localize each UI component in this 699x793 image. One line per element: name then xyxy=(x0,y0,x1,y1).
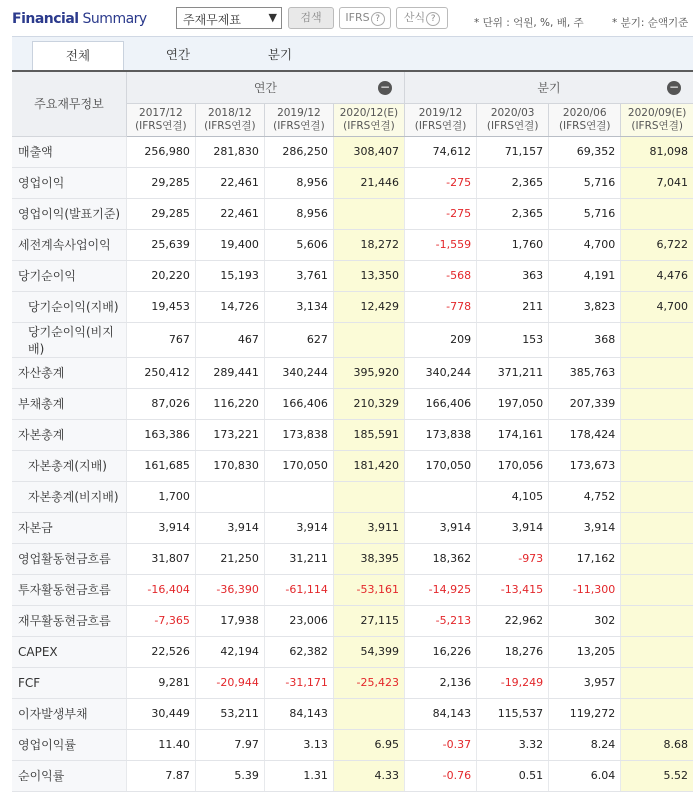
table-cell: 8,956 xyxy=(264,198,333,229)
table-cell: 289,441 xyxy=(195,357,264,388)
table-cell: 54,399 xyxy=(333,636,404,667)
table-row xyxy=(12,543,693,574)
table-row xyxy=(12,229,693,260)
table-cell: 6,722 xyxy=(621,229,693,260)
table-cell: -19,249 xyxy=(477,667,549,698)
row-label: 자본총계 xyxy=(12,419,126,450)
table-cell: 53,211 xyxy=(195,698,264,729)
table-cell: 21,250 xyxy=(195,543,264,574)
table-cell: 3,914 xyxy=(549,512,621,543)
table-cell: 170,050 xyxy=(264,450,333,481)
table-cell: -275 xyxy=(404,198,476,229)
table-cell: 19,400 xyxy=(195,229,264,260)
table-cell: 153 xyxy=(477,322,549,357)
row-label: 순이익률 xyxy=(12,760,126,791)
header-bar xyxy=(0,0,699,36)
table-cell: 3,914 xyxy=(126,512,195,543)
table-cell xyxy=(621,419,693,450)
table-cell: 18,276 xyxy=(477,636,549,667)
table-cell: 74,612 xyxy=(404,136,476,167)
period-header xyxy=(404,103,476,136)
financial-summary-table xyxy=(12,72,693,792)
table-cell: -11,300 xyxy=(549,574,621,605)
period-date: 2019/12 xyxy=(418,106,463,119)
help-icon: ? xyxy=(371,12,385,26)
table-cell xyxy=(621,574,693,605)
table-cell: 6.95 xyxy=(333,729,404,760)
period-date: 2017/12 xyxy=(139,106,183,119)
quarter-group-header: 분기 − xyxy=(404,72,693,103)
table-cell: 7,041 xyxy=(621,167,693,198)
period-date: 2018/12 xyxy=(208,106,252,119)
table-cell: 4,700 xyxy=(549,229,621,260)
table-row xyxy=(12,388,693,419)
row-label: 당기순이익(지배) xyxy=(12,291,126,322)
collapse-icon[interactable]: − xyxy=(668,80,680,94)
period-header xyxy=(333,103,404,136)
table-cell: 25,639 xyxy=(126,229,195,260)
table-cell: 27,115 xyxy=(333,605,404,636)
table-cell: 7.97 xyxy=(195,729,264,760)
table-row xyxy=(12,136,693,167)
table-cell: 6.04 xyxy=(549,760,621,791)
table-cell: 2,136 xyxy=(404,667,476,698)
table-row xyxy=(12,667,693,698)
row-label: CAPEX xyxy=(12,636,126,667)
table-cell: 3,914 xyxy=(404,512,476,543)
table-cell: 170,830 xyxy=(195,450,264,481)
row-label: 재무활동현금흐름 xyxy=(12,605,126,636)
tab-quarter[interactable]: 분기 xyxy=(267,47,293,62)
row-label: 자본금 xyxy=(12,512,126,543)
table-cell: 18,272 xyxy=(333,229,404,260)
period-header xyxy=(264,103,333,136)
table-cell: 211 xyxy=(477,291,549,322)
period-header xyxy=(549,103,621,136)
table-cell: 3,914 xyxy=(195,512,264,543)
table-cell: 30,449 xyxy=(126,698,195,729)
page-title: Financial Summary xyxy=(12,11,147,27)
formula-button[interactable] xyxy=(396,7,448,29)
select-value: 주재무제표 xyxy=(183,13,241,27)
table-cell: 119,272 xyxy=(549,698,621,729)
period-basis: (IFRS연결) xyxy=(558,119,611,132)
table-cell: 2,365 xyxy=(477,198,549,229)
table-cell: -0.37 xyxy=(404,729,476,760)
period-header xyxy=(195,103,264,136)
table-cell: 23,006 xyxy=(264,605,333,636)
table-cell: 5.39 xyxy=(195,760,264,791)
period-basis: (IFRS연결) xyxy=(135,119,187,132)
row-label: 매출액 xyxy=(12,136,126,167)
table-cell: 0.51 xyxy=(477,760,549,791)
table-cell: 385,763 xyxy=(549,357,621,388)
table-cell: -31,171 xyxy=(264,667,333,698)
table-cell: -1,559 xyxy=(404,229,476,260)
table-cell: 4,191 xyxy=(549,260,621,291)
formula-label: 산식 xyxy=(403,11,426,24)
tab-all[interactable]: 전체 xyxy=(32,41,124,70)
table-cell: 29,285 xyxy=(126,167,195,198)
table-cell xyxy=(621,636,693,667)
period-basis: (IFRS연결) xyxy=(273,119,325,132)
table-cell: 38,395 xyxy=(333,543,404,574)
row-label: FCF xyxy=(12,667,126,698)
table-cell: 286,250 xyxy=(264,136,333,167)
period-basis: (IFRS연결) xyxy=(414,119,467,132)
table-cell: 173,673 xyxy=(549,450,621,481)
table-cell: 31,211 xyxy=(264,543,333,574)
table-cell: 22,461 xyxy=(195,198,264,229)
table-cell: 8.24 xyxy=(549,729,621,760)
table-cell: 87,026 xyxy=(126,388,195,419)
table-cell: -16,404 xyxy=(126,574,195,605)
table-cell: 166,406 xyxy=(404,388,476,419)
table-cell: 4,700 xyxy=(621,291,693,322)
table-cell: 115,537 xyxy=(477,698,549,729)
table-cell: 1.31 xyxy=(264,760,333,791)
tab-annual[interactable]: 연간 xyxy=(165,47,191,62)
table-cell: 368 xyxy=(549,322,621,357)
table-row xyxy=(12,574,693,605)
row-label: 자산총계 xyxy=(12,357,126,388)
table-cell: -0.76 xyxy=(404,760,476,791)
table-cell: 178,424 xyxy=(549,419,621,450)
table-cell: 71,157 xyxy=(477,136,549,167)
table-cell: 170,056 xyxy=(477,450,549,481)
table-cell: -5,213 xyxy=(404,605,476,636)
table-row xyxy=(12,357,693,388)
table-cell: 20,220 xyxy=(126,260,195,291)
table-cell: 8.68 xyxy=(621,729,693,760)
table-row xyxy=(12,605,693,636)
statement-type-select[interactable] xyxy=(176,7,282,29)
search-button[interactable]: 검색 xyxy=(288,7,334,29)
table-cell xyxy=(621,543,693,574)
table-cell: -275 xyxy=(404,167,476,198)
table-cell: 84,143 xyxy=(404,698,476,729)
annual-group-header: 연간 − xyxy=(126,72,404,103)
period-date: 2020/06 xyxy=(562,106,607,119)
table-cell: 4,105 xyxy=(477,481,549,512)
row-label: 당기순이익 xyxy=(12,260,126,291)
table-cell xyxy=(621,388,693,419)
row-label: 영업이익 xyxy=(12,167,126,198)
table-row xyxy=(12,450,693,481)
table-cell xyxy=(264,481,333,512)
table-row xyxy=(12,760,693,791)
table-cell: 197,050 xyxy=(477,388,549,419)
table-cell: 29,285 xyxy=(126,198,195,229)
table-cell: -13,415 xyxy=(477,574,549,605)
table-cell: 371,211 xyxy=(477,357,549,388)
row-label: 영업활동현금흐름 xyxy=(12,543,126,574)
ifrs-button[interactable] xyxy=(339,7,391,29)
table-cell: 116,220 xyxy=(195,388,264,419)
table-row xyxy=(12,729,693,760)
table-cell: 3,761 xyxy=(264,260,333,291)
row-label: 자본총계(지배) xyxy=(12,450,126,481)
table-cell xyxy=(621,512,693,543)
period-date: 2020/03 xyxy=(490,106,535,119)
table-cell: 3,914 xyxy=(264,512,333,543)
table-cell: 19,453 xyxy=(126,291,195,322)
table-cell: 62,382 xyxy=(264,636,333,667)
table-cell: 13,205 xyxy=(549,636,621,667)
table-cell: -36,390 xyxy=(195,574,264,605)
period-basis: (IFRS연결) xyxy=(486,119,539,132)
period-header xyxy=(477,103,549,136)
help-icon: ? xyxy=(426,12,440,26)
row-label: 자본총계(비지배) xyxy=(12,481,126,512)
table-cell: 181,420 xyxy=(333,450,404,481)
table-cell: 395,920 xyxy=(333,357,404,388)
table-cell: 22,962 xyxy=(477,605,549,636)
table-cell xyxy=(621,322,693,357)
table-cell: 4,752 xyxy=(549,481,621,512)
period-date: 2020/12(E) xyxy=(339,106,399,119)
table-row xyxy=(12,167,693,198)
table-cell xyxy=(333,481,404,512)
table-cell: 467 xyxy=(195,322,264,357)
table-cell: 340,244 xyxy=(404,357,476,388)
table-cell: 4.33 xyxy=(333,760,404,791)
table-cell: 81,098 xyxy=(621,136,693,167)
collapse-icon[interactable]: − xyxy=(379,80,390,94)
table-cell: 308,407 xyxy=(333,136,404,167)
unit-note: * 단위 : 억원, %, 배, 주 xyxy=(474,17,584,29)
table-cell: 173,221 xyxy=(195,419,264,450)
table-cell: 209 xyxy=(404,322,476,357)
table-cell: 173,838 xyxy=(404,419,476,450)
table-cell: 31,807 xyxy=(126,543,195,574)
row-label: 당기순이익(비지배) xyxy=(12,322,126,357)
table-cell: 18,362 xyxy=(404,543,476,574)
table-cell: 173,838 xyxy=(264,419,333,450)
table-cell: 3,914 xyxy=(477,512,549,543)
table-cell: 14,726 xyxy=(195,291,264,322)
table-row xyxy=(12,322,693,357)
table-cell: 5,716 xyxy=(549,167,621,198)
table-row xyxy=(12,636,693,667)
table-cell: 3,911 xyxy=(333,512,404,543)
table-cell xyxy=(333,698,404,729)
table-row xyxy=(12,481,693,512)
table-row xyxy=(12,512,693,543)
table-cell: 22,461 xyxy=(195,167,264,198)
table-cell xyxy=(621,198,693,229)
table-cell: 2,365 xyxy=(477,167,549,198)
table-cell: 281,830 xyxy=(195,136,264,167)
table-cell xyxy=(621,357,693,388)
table-row xyxy=(12,698,693,729)
table-cell: 163,386 xyxy=(126,419,195,450)
table-cell: 8,956 xyxy=(264,167,333,198)
quarter-basis-note: * 분기: 순액기준 xyxy=(612,17,689,29)
table-cell: 170,050 xyxy=(404,450,476,481)
table-row xyxy=(12,260,693,291)
tab-bar xyxy=(12,36,693,70)
table-cell: 1,700 xyxy=(126,481,195,512)
table-cell: 42,194 xyxy=(195,636,264,667)
period-header xyxy=(126,103,195,136)
table-cell: 166,406 xyxy=(264,388,333,419)
table-cell: 22,526 xyxy=(126,636,195,667)
table-cell: 5,716 xyxy=(549,198,621,229)
table-cell: 207,339 xyxy=(549,388,621,419)
table-row xyxy=(12,198,693,229)
table-cell: 3,823 xyxy=(549,291,621,322)
table-cell: 3,957 xyxy=(549,667,621,698)
table-cell: 9,281 xyxy=(126,667,195,698)
table-cell: 12,429 xyxy=(333,291,404,322)
row-label: 이자발생부채 xyxy=(12,698,126,729)
table-cell: 5,606 xyxy=(264,229,333,260)
table-cell: -20,944 xyxy=(195,667,264,698)
period-header xyxy=(621,103,693,136)
table-cell: 340,244 xyxy=(264,357,333,388)
table-cell: 69,352 xyxy=(549,136,621,167)
table-cell: 21,446 xyxy=(333,167,404,198)
chevron-down-icon: ▼ xyxy=(268,11,277,24)
table-cell: 256,980 xyxy=(126,136,195,167)
table-cell xyxy=(621,605,693,636)
table-cell: 174,161 xyxy=(477,419,549,450)
table-cell: 3.13 xyxy=(264,729,333,760)
row-label: 영업이익(발표기준) xyxy=(12,198,126,229)
table-cell: 302 xyxy=(549,605,621,636)
table-cell: 1,760 xyxy=(477,229,549,260)
table-cell: -568 xyxy=(404,260,476,291)
table-cell: 363 xyxy=(477,260,549,291)
table-cell: 4,476 xyxy=(621,260,693,291)
table-cell: -53,161 xyxy=(333,574,404,605)
table-cell: 16,226 xyxy=(404,636,476,667)
row-label: 세전계속사업이익 xyxy=(12,229,126,260)
table-row xyxy=(12,291,693,322)
row-label: 부채총계 xyxy=(12,388,126,419)
table-cell: -14,925 xyxy=(404,574,476,605)
table-cell: 185,591 xyxy=(333,419,404,450)
table-cell: 7.87 xyxy=(126,760,195,791)
table-cell: 161,685 xyxy=(126,450,195,481)
table-cell xyxy=(621,667,693,698)
row-label: 영업이익률 xyxy=(12,729,126,760)
table-cell: 11.40 xyxy=(126,729,195,760)
table-cell: 250,412 xyxy=(126,357,195,388)
table-cell: 210,329 xyxy=(333,388,404,419)
period-date: 2019/12 xyxy=(277,106,321,119)
table-cell: 17,162 xyxy=(549,543,621,574)
period-basis: (IFRS연결) xyxy=(204,119,256,132)
period-date: 2020/09(E) xyxy=(627,106,687,119)
table-cell xyxy=(404,481,476,512)
table-cell: 15,193 xyxy=(195,260,264,291)
table-cell: 767 xyxy=(126,322,195,357)
label-column-header: 주요재무정보 xyxy=(12,72,126,136)
table-cell: -973 xyxy=(477,543,549,574)
table-cell: 3,134 xyxy=(264,291,333,322)
table-cell xyxy=(621,481,693,512)
table-cell: 13,350 xyxy=(333,260,404,291)
ifrs-label: IFRS xyxy=(345,11,370,24)
table-cell: 84,143 xyxy=(264,698,333,729)
table-cell: 5.52 xyxy=(621,760,693,791)
table-cell: 3.32 xyxy=(477,729,549,760)
row-label: 투자활동현금흐름 xyxy=(12,574,126,605)
table-cell xyxy=(621,698,693,729)
table-cell xyxy=(333,322,404,357)
period-basis: (IFRS연결) xyxy=(631,119,683,132)
table-cell xyxy=(333,198,404,229)
table-cell xyxy=(195,481,264,512)
table-cell: -61,114 xyxy=(264,574,333,605)
table-cell: 17,938 xyxy=(195,605,264,636)
table-cell: -25,423 xyxy=(333,667,404,698)
table-cell: -778 xyxy=(404,291,476,322)
table-cell: 627 xyxy=(264,322,333,357)
table-cell xyxy=(621,450,693,481)
period-basis: (IFRS연결) xyxy=(343,119,395,132)
table-cell: -7,365 xyxy=(126,605,195,636)
table-row xyxy=(12,419,693,450)
